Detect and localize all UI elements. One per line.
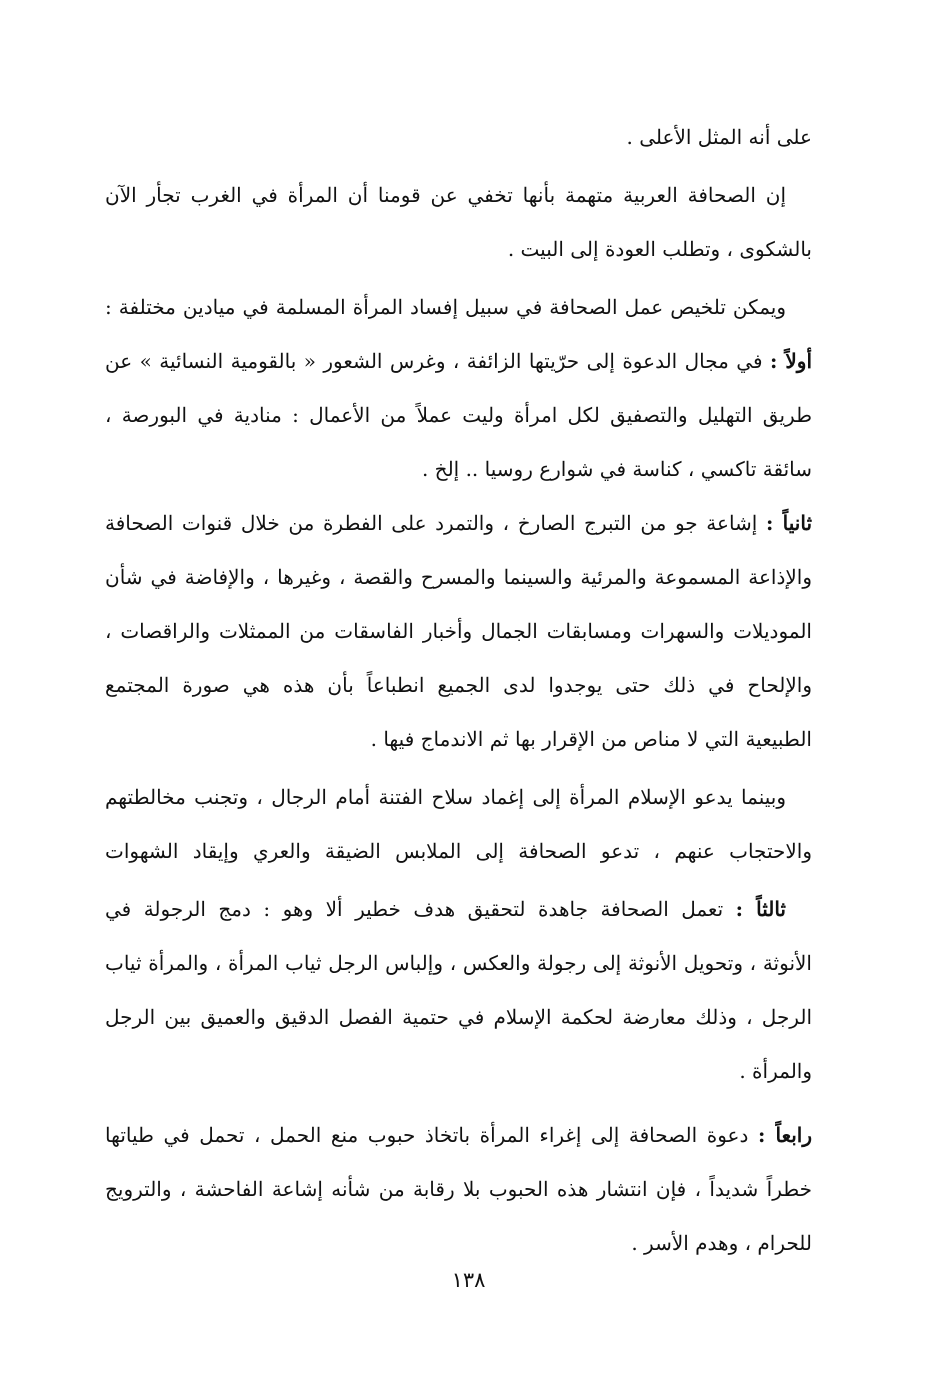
page-number: ١٣٨ [451, 1268, 486, 1292]
text-line: خطراً شديداً ، فإن انتشار هذه الحبوب بلا رقابة من شأنه إشاعة الفاحشة ، والترويج [105, 1177, 812, 1201]
text-line: الطبيعية التي لا مناص من الإقرار بها ثم الاندماج فيها . [370, 727, 812, 751]
text-line-content: تعمل الصحافة جاهدة لتحقيق هدف خطير ألا وهو : دمج الرجولة في [105, 897, 724, 921]
text-line: بالشكوى ، وتطلب العودة إلى البيت . [507, 237, 812, 261]
text-line: والاحتجاب عنهم ، تدعو الصحافة إلى الملابس الضيقة والعري وإيقاد الشهوات [105, 839, 812, 863]
text-line: طريق التهليل والتصفيق لكل امرأة وليت عملاً من الأعمال : منادية في البورصة ، [105, 403, 812, 427]
point-lead: رابعاً : [757, 1123, 812, 1147]
text-line: وبينما يدعو الإسلام المرأة إلى إغماد سلاح الفتنة أمام الرجال ، وتجنب مخالطتهم [105, 785, 786, 809]
text-line [105, 882, 812, 936]
body-text [105, 110, 812, 1270]
text-line [105, 496, 812, 550]
text-line: سائقة تاكسي ، كناسة في شوارع روسيا .. إلخ . [421, 457, 812, 481]
point-lead: ثالثاً : [735, 897, 786, 921]
text-line: الموديلات والسهرات ومسابقات الجمال وأخبار الفاسقات من الممثلات والراقصات ، [105, 619, 812, 643]
point-lead: أولاً : [769, 349, 812, 373]
text-line: للحرام ، وهدم الأسر . [631, 1231, 812, 1255]
point-lead: ثانياً : [766, 511, 812, 535]
text-line: ويمكن تلخيص عمل الصحافة في سبيل إفساد المرأة المسلمة في ميادين مختلفة : [105, 295, 786, 319]
text-line [105, 1108, 812, 1162]
text-line-content: دعوة الصحافة إلى إغراء المرأة باتخاذ حبوب منع الحمل ، تحمل في طياتها [105, 1123, 749, 1147]
text-line: إن الصحافة العربية متهمة بأنها تخفي عن قومنا أن المرأة في الغرب تجأر الآن [105, 183, 786, 207]
text-line-content: إشاعة جو من التبرج الصارخ ، والتمرد على الفطرة من خلال قنوات الصحافة [105, 511, 758, 535]
text-line: والإذاعة المسموعة والمرئية والسينما والمسرح والقصة ، وغيرها ، والإفاضة في شأن [105, 565, 812, 589]
text-line-content: في مجال الدعوة إلى حرّيتها الزائفة ، وغرس الشعور « بالقومية النسائية » عن [105, 349, 763, 373]
text-line [105, 334, 812, 388]
text-line: الأنوثة ، وتحويل الأنوثة إلى رجولة والعكس ، وإلباس الرجل ثياب المرأة ، والمرأة ثياب [105, 951, 812, 975]
text-line: والإلحاح في ذلك حتى يوجدوا لدى الجميع انطباعاً بأن هذه هي صورة المجتمع [105, 673, 812, 697]
text-line: والمرأة . [739, 1059, 812, 1083]
text-line: الرجل ، وذلك معارضة لحكمة الإسلام في حتمية الفصل الدقيق والعميق بين الرجل [105, 1005, 812, 1029]
text-line: على أنه المثل الأعلى . [626, 125, 812, 149]
